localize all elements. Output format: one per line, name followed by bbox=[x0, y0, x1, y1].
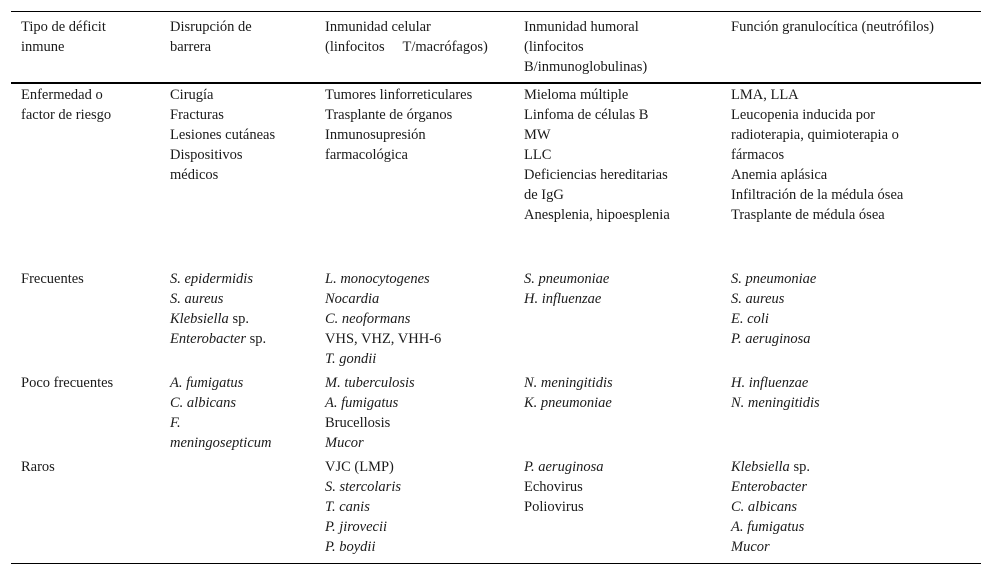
row-frequent-col-5: S. pneumoniae S. aureus E. coli P. aeruginosa bbox=[731, 271, 817, 347]
row-infrequent-col-5: H. influenzae N. meningitidis bbox=[731, 375, 820, 411]
header-col-5: Función granulocítica (neutrófilos) bbox=[731, 19, 934, 35]
row-risk-col-4: Mieloma múltiple Linfoma de células B MW LLC Deficiencias hereditarias de IgG Anesplenia, hipoesplenia bbox=[524, 87, 670, 223]
row-risk-col-3: Tumores linforreticulares Trasplante de órganos Inmunosupresión farmacológica bbox=[325, 87, 473, 163]
enterobacter-sp: Enterobacter sp. bbox=[170, 331, 267, 347]
row-rare-col-4: P. aeruginosa Echovirus Poliovirus bbox=[524, 459, 604, 515]
row-rare-col-3: VJC (LMP) S. stercolaris T. canis P. jirovecii P. boydii bbox=[325, 459, 401, 555]
row-infrequent-col-2: A. fumigatus C. albicans F. meningosepticum bbox=[170, 375, 272, 451]
klebsiella-sp: Klebsiella sp. bbox=[170, 311, 249, 327]
row-frequent-col-4: S. pneumoniae H. influenzae bbox=[524, 271, 610, 307]
row-rare-col-5: Klebsiella sp. Enterobacter C. albicans A. fumigatus Mucor bbox=[731, 459, 810, 555]
table-top-rule bbox=[11, 11, 981, 12]
row-risk-label: Enfermedad o factor de riesgo bbox=[21, 87, 112, 123]
header-col-3: Inmunidad celular (linfocitos T/macrófagos) bbox=[325, 19, 488, 55]
row-infrequent-label: Poco frecuentes bbox=[21, 375, 114, 391]
row-risk-col-2: Cirugía Fracturas Lesiones cutáneas Dispositivos médicos bbox=[170, 87, 276, 183]
row-frequent-col-3: L. monocytogenes Nocardia C. neoformans VHS, VHZ, VHH-6 T. gondii bbox=[325, 271, 442, 367]
row-frequent-label: Frecuentes bbox=[21, 271, 84, 287]
row-frequent-col-2: S. epidermidis S. aureus Klebsiella sp. Enterobacter sp. bbox=[170, 271, 267, 347]
klebsiella-sp: Klebsiella sp. bbox=[731, 459, 810, 475]
row-risk-col-5: LMA, LLA Leucopenia inducida por radioterapia, quimioterapia o fármacos Anemia aplásica Infiltración de la médula ósea Trasplante de médula ósea bbox=[731, 87, 904, 223]
table-bottom-rule bbox=[11, 563, 981, 564]
row-rare-label: Raros bbox=[21, 459, 55, 475]
table-header-rule bbox=[11, 82, 981, 84]
row-infrequent-col-4: N. meningitidis K. pneumoniae bbox=[524, 375, 613, 411]
row-infrequent-col-3: M. tuberculosis A. fumigatus Brucellosis Mucor bbox=[325, 375, 415, 451]
header-col-1: Tipo de déficit inmune bbox=[21, 19, 106, 55]
header-col-4: Inmunidad humoral (linfocitos B/inmunoglobulinas) bbox=[524, 19, 648, 75]
header-col-2: Disrupción de barrera bbox=[170, 19, 252, 55]
